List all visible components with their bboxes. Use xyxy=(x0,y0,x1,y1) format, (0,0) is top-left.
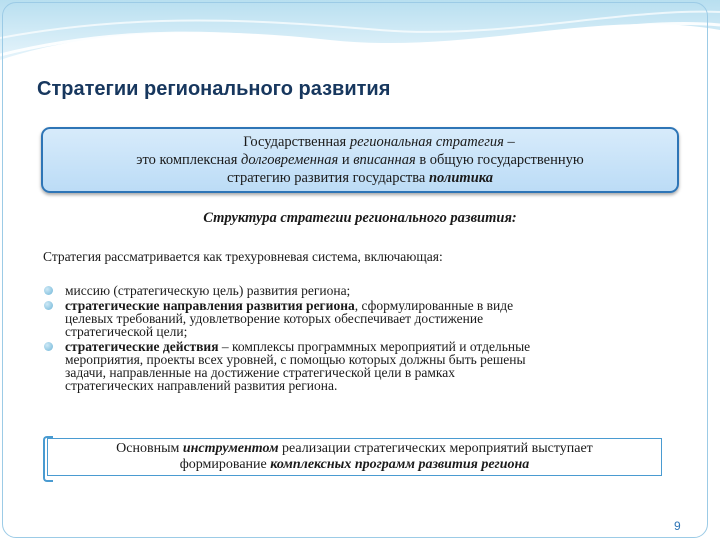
text-run: стратегические действия xyxy=(65,339,219,354)
structure-subheading: Структура стратегии регионального развития: xyxy=(203,210,517,226)
bullet-line xyxy=(65,284,683,297)
text-run: вписанная xyxy=(353,152,416,168)
text-run: и xyxy=(338,152,354,168)
bullet-item xyxy=(43,340,683,392)
text-run: стратегических направлений развития региона. xyxy=(65,378,338,393)
text-run: формирование xyxy=(179,457,271,472)
definition-line xyxy=(43,133,677,151)
bullet-item xyxy=(43,299,683,338)
bullet-item xyxy=(43,284,683,297)
bullet-line xyxy=(65,325,683,338)
instrument-line xyxy=(48,457,661,473)
intro-text: Стратегия рассматривается как трехуровневая система, включающая: xyxy=(43,249,443,264)
text-run: это комплексная xyxy=(136,152,242,168)
bullet-icon xyxy=(44,301,53,310)
definition-box xyxy=(41,127,679,193)
text-run: долговременная xyxy=(241,152,339,168)
text-run: , сформулированные в виде xyxy=(354,298,514,313)
text-run: стратегию развития государства xyxy=(227,170,429,186)
text-run: – xyxy=(503,134,515,150)
definition-line xyxy=(43,169,677,187)
bullet-line xyxy=(65,379,683,392)
text-run: Государственная xyxy=(243,134,350,150)
page-number: 9 xyxy=(674,519,681,533)
text-run: – комплексы программных мероприятий и отдельные xyxy=(218,339,531,354)
text-run: стратегические направления развития региона xyxy=(65,298,355,313)
text-run: в общую государственную xyxy=(415,152,584,168)
text-run: комплексных программ развития региона xyxy=(270,457,530,472)
text-run: задачи, направленные на достижение стратегической цели в рамках xyxy=(65,365,455,380)
bullet-list xyxy=(43,284,683,394)
text-run: целевых требований, удовлетворение которых обеспечивает достижение xyxy=(65,311,484,326)
definition-line xyxy=(43,151,677,169)
text-run: мероприятия, проекты всех уровней, с помощью которых должны быть решены xyxy=(65,352,526,367)
text-run: региональная стратегия xyxy=(349,134,504,150)
slide-title: Стратегии регионального развития xyxy=(37,78,391,100)
text-run: реализации стратегических мероприятий выступает xyxy=(278,441,593,456)
header-wave-decoration xyxy=(0,0,720,70)
instrument-line xyxy=(48,441,661,457)
text-run: Основным xyxy=(116,441,183,456)
instrument-box xyxy=(47,438,662,476)
bullet-icon xyxy=(44,342,53,351)
bullet-icon xyxy=(44,286,53,295)
text-run: политика xyxy=(428,170,493,186)
text-run: стратегической цели; xyxy=(65,324,188,339)
text-run: инструментом xyxy=(182,441,279,456)
text-run: миссию (стратегическую цель) развития региона; xyxy=(65,283,351,298)
